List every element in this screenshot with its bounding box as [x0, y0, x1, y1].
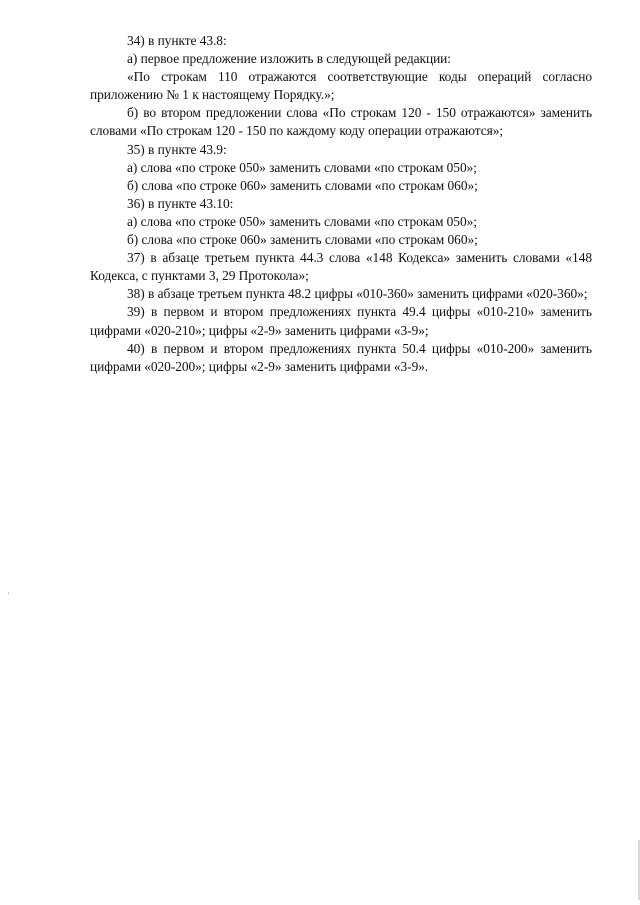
item-36-heading: 36) в пункте 43.10: — [127, 195, 234, 211]
item-34-subitem-b: б) во втором предложении слова «По строкам 120 - 150 отражаются» заменить словами «По строкам 120 - 150 по каждому коду операции отражаются»; — [90, 105, 592, 139]
item-37: 37) в абзаце третьем пункта 44.3 слова «148 Кодекса» заменить словами «148 Кодекса, с пунктами 3, 29 Протокола»; — [90, 250, 592, 284]
scan-speck — [8, 592, 9, 594]
item-38: 38) в абзаце третьем пункта 48.2 цифры «010-360» заменить цифрами «020-360»; — [127, 286, 588, 302]
item-36-subitem-a: а) слова «по строке 050» заменить словами «по строкам 050»; — [127, 213, 477, 229]
item-34-subitem-a: а) первое предложение изложить в следующей редакции: — [127, 51, 451, 67]
item-40: 40) в первом и втором предложениях пункта 50.4 цифры «010-200» заменить цифрами «020-200»; цифры «2-9» заменить цифрами «3-9». — [90, 340, 592, 374]
item-39: 39) в первом и втором предложениях пункта 49.4 цифры «010-210» заменить цифрами «020-210»; цифры «2-9» заменить цифрами «3-9»; — [90, 304, 592, 338]
item-36-subitem-b: б) слова «по строке 060» заменить словами «по строкам 060»; — [127, 232, 478, 248]
item-35-subitem-b: б) слова «по строке 060» заменить словами «по строкам 060»; — [127, 177, 478, 193]
item-35-heading: 35) в пункте 43.9: — [127, 141, 227, 157]
item-34-quote: «По строкам 110 отражаются соответствующие коды операций согласно приложению № 1 к настоящему Порядку.»; — [90, 69, 592, 103]
item-35-subitem-a: а) слова «по строке 050» заменить словами «по строкам 050»; — [127, 159, 477, 175]
amendments-text — [90, 32, 592, 376]
item-34-heading: 34) в пункте 43.8: — [127, 33, 227, 48]
